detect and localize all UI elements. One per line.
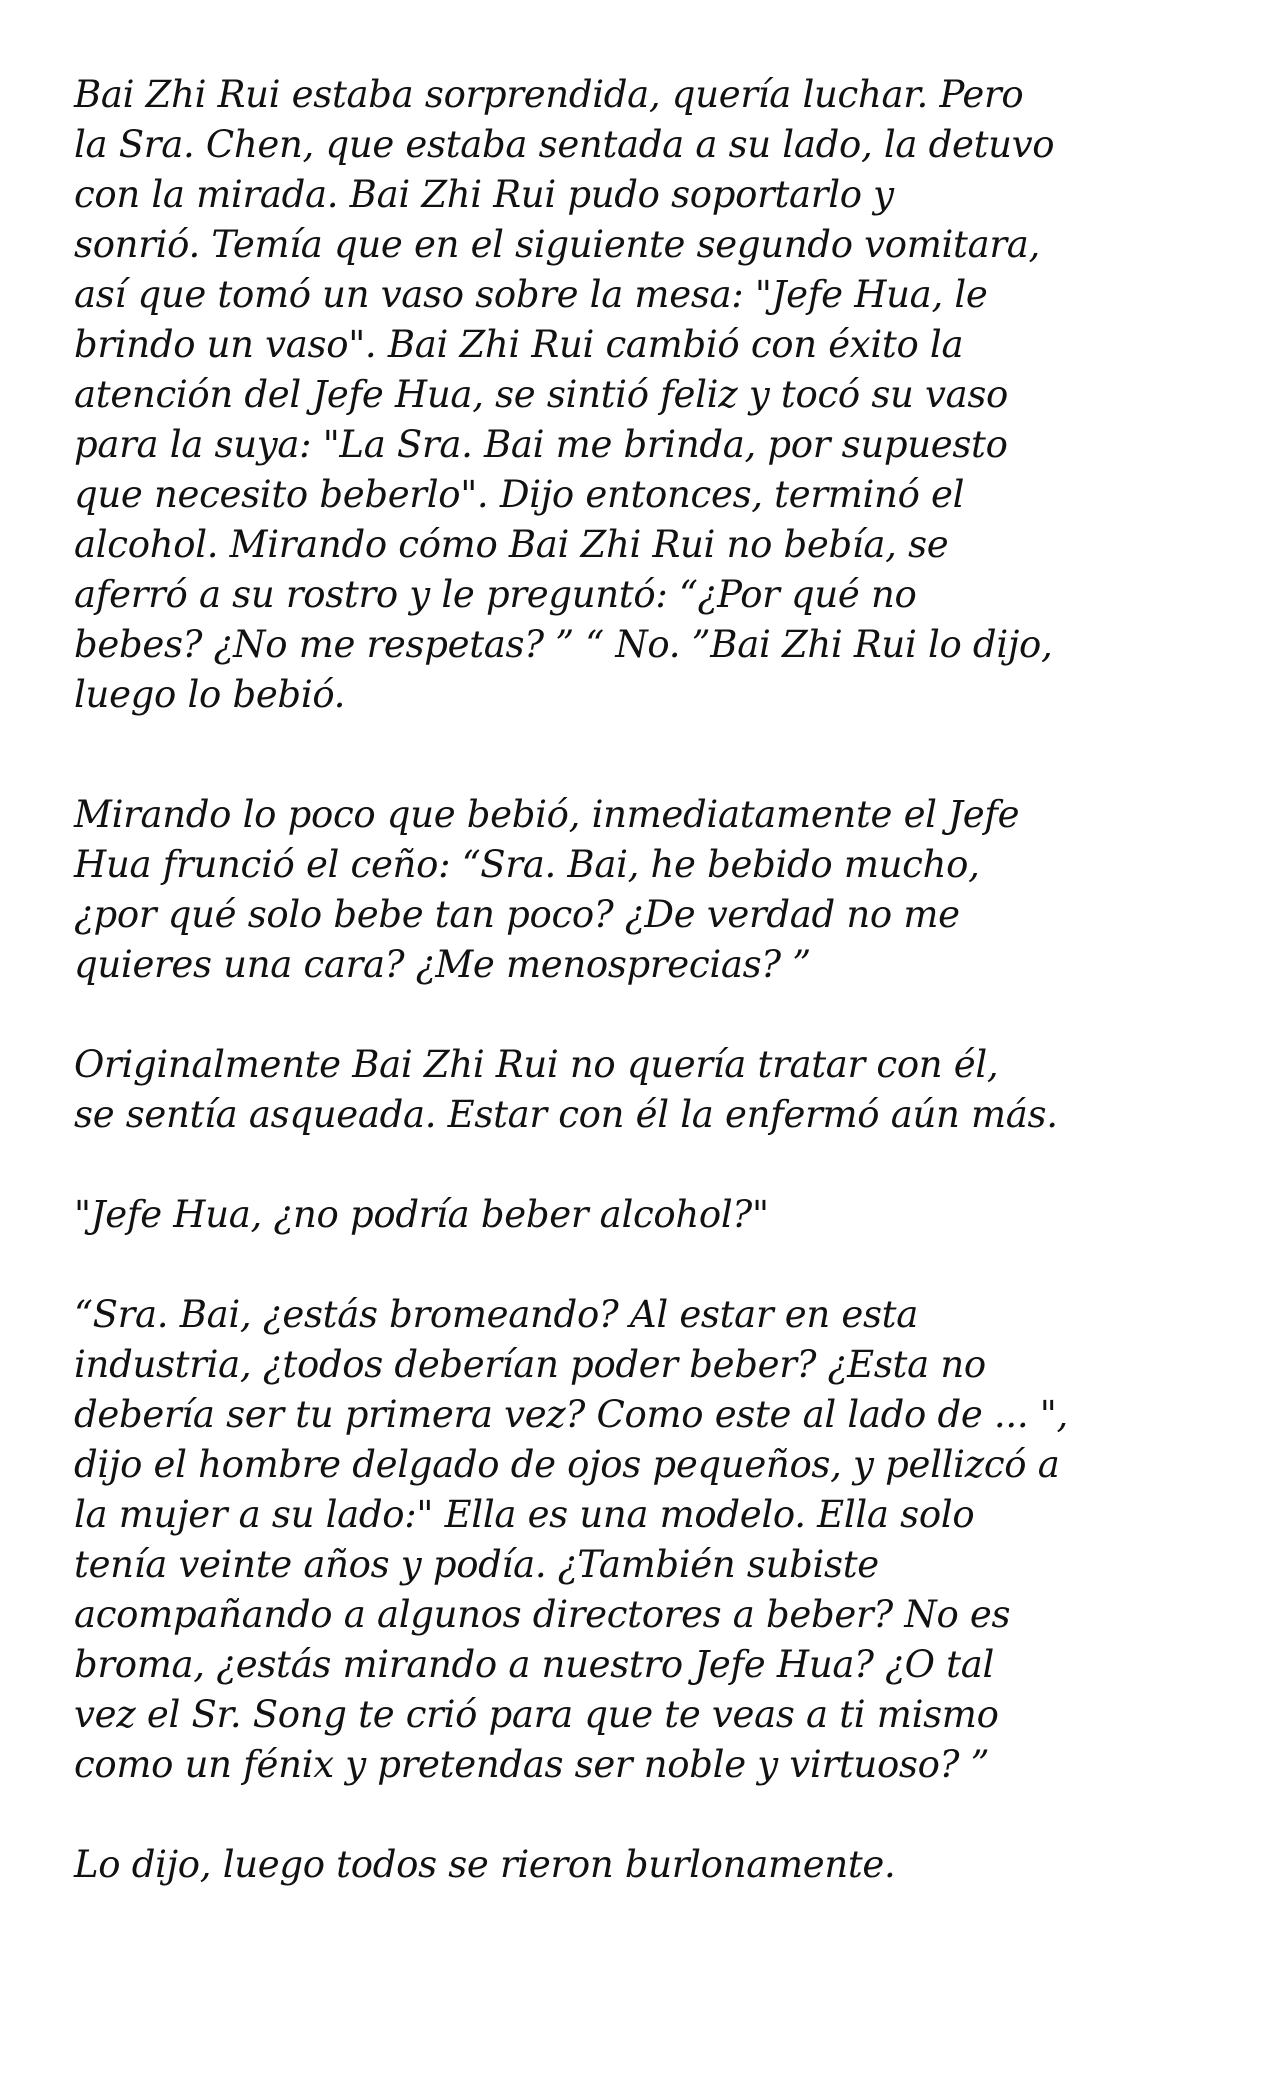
paragraph-5: “Sra. Bai, ¿estás bromeando? Al estar en esta industria, ¿todos deberían poder beber? ¿Esta no debería ser tu primera vez? Como este al lado de ... ", dijo el hombre delgado de ojos pequeños, y pellizcó a la mujer a su lado:" Ella es una modelo. Ella solo tenía veinte años y podía. ¿También subiste acompañando a algunos directores a beber? No es broma, ¿estás mirando a nuestro Jefe Hua? ¿O tal vez el Sr. Song te crió para que te veas a ti mismo como un fénix y pretendas ser noble y virtuoso? ” (74, 1293, 1068, 1786)
paragraph-spacer (74, 1240, 1214, 1290)
paragraph-3: Originalmente Bai Zhi Rui no quería tratar con él, se sentía asqueada. Estar con él la enfermó aún más. (74, 1043, 1058, 1136)
paragraph-1: Bai Zhi Rui estaba sorprendida, quería luchar. Pero la Sra. Chen, que estaba sentada a su lado, la detuvo con la mirada. Bai Zhi Rui pudo soportarlo y sonrió. Temía que en el siguiente segundo vomitara, así que tomó un vaso sobre la mesa: "Jefe Hua, le brindo un vaso". Bai Zhi Rui cambió con éxito la atención del Jefe Hua, se sintió feliz y tocó su vaso para la suya: "La Sra. Bai me brinda, por supuesto que necesito beberlo". Dijo entonces, terminó el alcohol. Mirando cómo Bai Zhi Rui no bebía, se aferró a su rostro y le preguntó: “¿Por qué no bebes? ¿No me respetas? ” “ No. ”Bai Zhi Rui lo dijo, luego lo bebió. (74, 73, 1055, 716)
paragraph-spacer-extra (74, 770, 1214, 790)
paragraph-spacer (74, 1790, 1214, 1840)
paragraph-6: Lo dijo, luego todos se rieron burlonamente. (74, 1843, 896, 1886)
paragraph-spacer (74, 720, 1214, 770)
paragraph-2: Mirando lo poco que bebió, inmediatamente el Jefe Hua frunció el ceño: “Sra. Bai, he bebido mucho, ¿por qué solo bebe tan poco? ¿De verdad no me quieres una cara? ¿Me menosprecias? ” (74, 793, 1020, 986)
paragraph-spacer (74, 1140, 1214, 1190)
document-page (74, 70, 1214, 1890)
paragraph-spacer (74, 990, 1214, 1040)
paragraph-4: "Jefe Hua, ¿no podría beber alcohol?" (74, 1193, 769, 1236)
